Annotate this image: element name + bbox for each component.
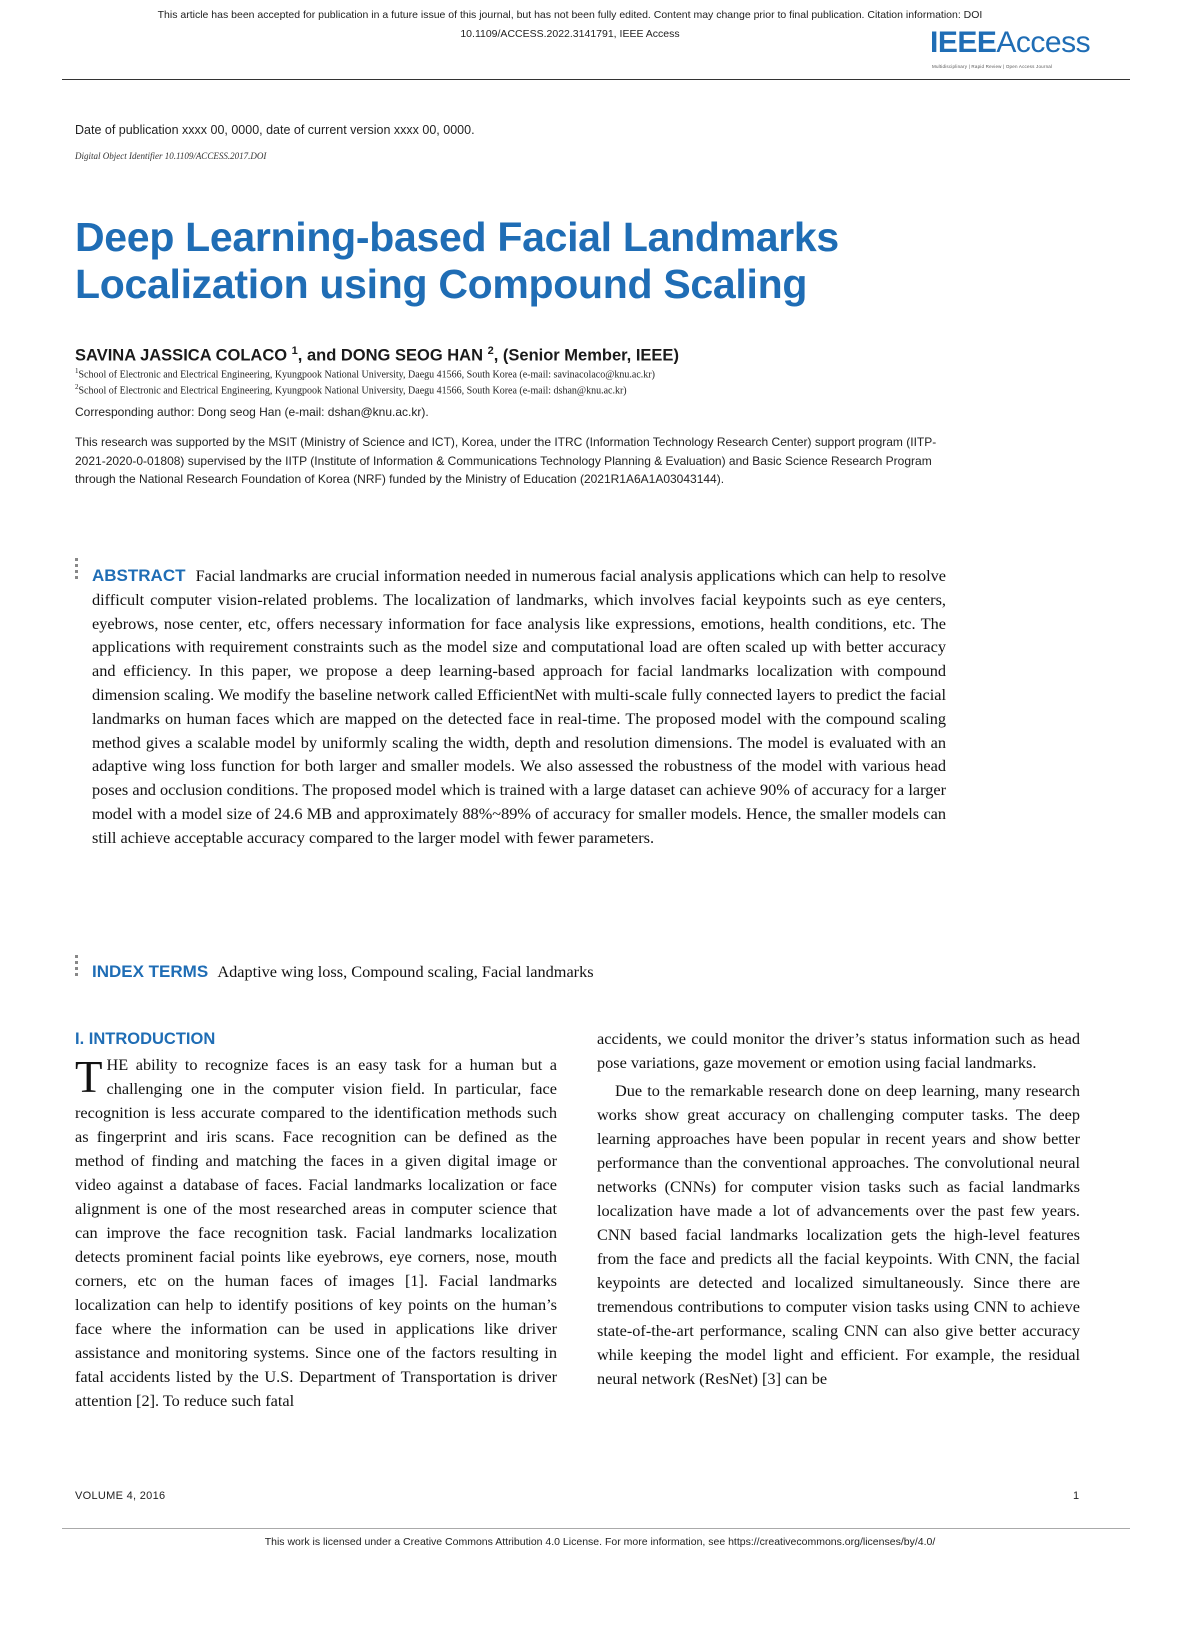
drop-cap: T <box>75 1052 103 1102</box>
logo-word-ieee: IEEE <box>930 26 997 59</box>
author-2-affiliation-mark: 2 <box>487 345 494 357</box>
notice-line-2: 10.1109/ACCESS.2022.3141791, IEEE Access <box>460 28 680 40</box>
author-list <box>75 345 679 366</box>
corresponding-author: Corresponding author: Dong seog Han (e-mail: dshan@knu.ac.kr). <box>75 405 429 419</box>
index-terms-text: Adaptive wing loss, Compound scaling, Facial landmarks <box>217 962 594 981</box>
logo-word-access: Access <box>996 26 1091 59</box>
affiliation-2-text: School of Electronic and Electrical Engineering, Kyungpook National University, Daegu 41566, South Korea (e-mail: dshan@knu.ac.kr) <box>78 385 627 397</box>
intro-paragraph-1-continued: accidents, we could monitor the driver’s status information such as head pose variations, gaze movement or emotion using facial landmarks. <box>597 1029 1080 1072</box>
index-terms <box>92 962 594 982</box>
doi-identifier: Digital Object Identifier 10.1109/ACCESS.2017.DOI <box>75 151 267 161</box>
abstract-marker <box>75 558 79 582</box>
title-line-2: Localization using Compound Scaling <box>75 261 808 307</box>
affiliation-1-text: School of Electronic and Electrical Engineering, Kyungpook National University, Daegu 41566, South Korea (e-mail: savinacolaco@knu.ac.kr) <box>78 369 655 381</box>
author-joiner: , and <box>297 346 341 365</box>
license-notice: This work is licensed under a Creative Commons Attribution 4.0 License. For more information, see https://creativecommons.org/licenses/by/4.0/ <box>264 1536 936 1548</box>
intro-paragraph-2: Due to the remarkable research done on deep learning, many research works show great accuracy on challenging computer tasks. The deep learning approaches have been popular in recent years and show better performance than the conventional approaches. The convolutional neural networks (CNNs) for computer vision tasks such as facial landmarks localization have made a lot of advancements over the past few years. CNN based facial landmarks localization gets the high-level features from the face and predicts all the facial keypoints. With CNN, the facial keypoints are detected and localized simultaneously. Since there are tremendous contributions to computer vision tasks using CNN to achieve state-of-the-art performance, scaling CNN can also give better accuracy while keeping the model light and efficient. For example, the residual neural network (ResNet) [3] can be <box>597 1081 1080 1388</box>
author-2: DONG SEOG HAN <box>340 346 483 365</box>
left-column <box>75 1028 557 1413</box>
logo-tagline: Multidisciplinary | Rapid Review | Open Access Journal <box>932 64 1053 69</box>
volume-label: VOLUME 4, 2016 <box>75 1490 166 1502</box>
footer-divider <box>62 1528 1130 1529</box>
index-terms-marker <box>75 955 79 979</box>
affiliation-1 <box>75 367 655 380</box>
abstract <box>92 564 946 850</box>
author-1: SAVINA JASSICA COLACO <box>75 346 288 365</box>
author-membership: , (Senior Member, IEEE) <box>493 346 679 365</box>
header-divider <box>62 79 1130 80</box>
affiliation-2-mark: 2 <box>75 383 79 391</box>
index-terms-heading: INDEX TERMS <box>92 962 209 981</box>
affiliation-1-mark: 1 <box>75 367 79 375</box>
paper-title <box>75 214 1075 308</box>
page-number: 1 <box>1073 1490 1080 1502</box>
right-column <box>597 1027 1080 1391</box>
author-1-affiliation-mark: 1 <box>291 345 298 357</box>
abstract-heading: ABSTRACT <box>92 566 186 585</box>
funding-statement: This research was supported by the MSIT (Ministry of Science and ICT), Korea, under the ITRC (Information Technology Research Center) support program (IITP-2021-2020-0-01808) supervised by the IITP (Institute of Information & Communications Technology Planning & Evaluation) and Basic Science Research Program through the National Research Foundation of Korea (NRF) funded by the Ministry of Education (2021R1A6A1A03043144). <box>75 435 937 486</box>
abstract-text: Facial landmarks are crucial information needed in numerous facial analysis applications which can help to resolve difficult computer vision-related problems. The localization of landmarks, which involves facial keypoints such as eye centers, eyebrows, nose center, etc, offers necessary information for face analysis like expressions, emotions, health conditions, etc. The applications with requirement constraints such as the model size and computational load are often scaled up with better accuracy and efficiency. In this paper, we propose a deep learning-based approach for facial landmarks localization with compound dimension scaling. We modify the baseline network called EfficientNet with multi-scale fully connected layers to predict the facial landmarks on human faces which are mapped on the detected face in real-time. The proposed model with the compound scaling method gives a scalable model by uniformly scaling the width, depth and resolution dimensions. The model is evaluated with an adaptive wing loss function for both larger and smaller models. We also assessed the robustness of the model with various head poses and occlusion conditions. The proposed model which is trained with a large dataset can achieve 90% of accuracy for a larger model with a model size of 24.6 MB and approximately 88%~89% of accuracy for smaller models. Hence, the smaller models can still achieve acceptable accuracy compared to the larger model with fewer parameters. <box>92 566 947 847</box>
title-line-1: Deep Learning-based Facial Landmarks <box>75 214 839 260</box>
publication-date: Date of publication xxxx 00, 0000, date of current version xxxx 00, 0000. <box>75 123 475 137</box>
affiliation-2 <box>75 383 627 396</box>
acceptance-notice <box>60 6 1080 44</box>
ieee-access-logo <box>930 26 1130 70</box>
section-heading-introduction: I. INTRODUCTION <box>75 1030 216 1048</box>
intro-paragraph-1 <box>75 1053 557 1413</box>
notice-line-1: This article has been accepted for publication in a future issue of this journal, but has not been fully edited. Content may change prior to final publication. Citation information: DOI <box>157 9 983 21</box>
intro-paragraph-1-text: HE ability to recognize faces is an easy task for a human but a challenging one in the computer vision field. In particular, face recognition is less accurate compared to the identification methods such as fingerprint and iris scans. Face recognition can be defined as the method of finding and matching the faces in a given digital image or video against a database of faces. Facial landmarks localization or face alignment is one of the most researched areas in computer science that can improve the face recognition task. Facial landmarks localization detects prominent facial points like eyebrows, eye corners, nose, mouth corners, etc on the human faces of images [1]. Facial landmarks localization can help to identify positions of key points on the human’s face where the information can be used in applications like driver assistance and monitoring systems. Since one of the factors resulting in fatal accidents listed by the U.S. Department of Transportation is driver attention [2]. To reduce such fatal <box>75 1055 557 1410</box>
